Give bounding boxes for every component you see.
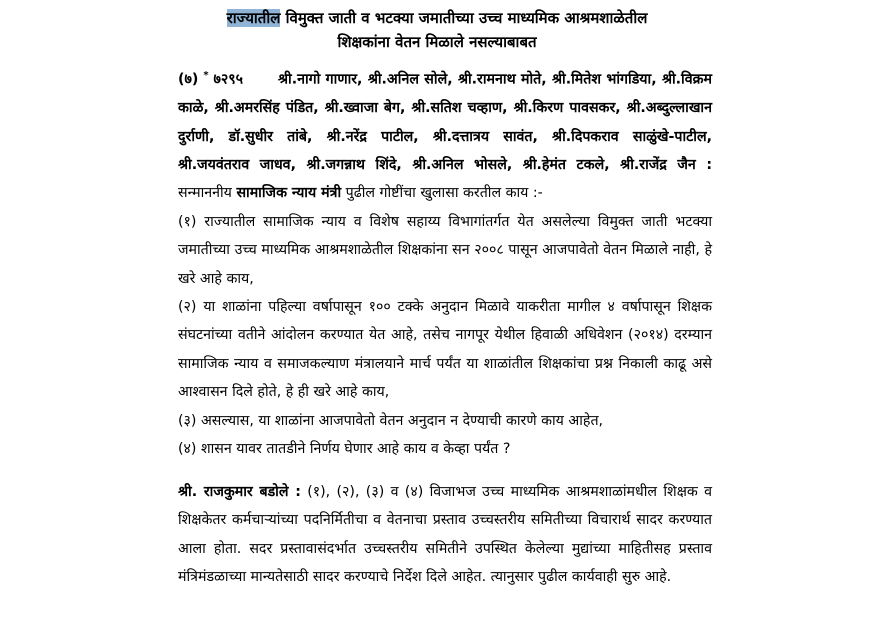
highlighted-word[interactable]: राज्यातील (226, 9, 281, 27)
question-part-3: (३) असल्यास, या शाळांना आजपावेतो वेतन अनुदान न देण्याची कारणे काय आहेत, (178, 412, 604, 429)
question-number: (७) (178, 71, 199, 88)
question-part-2: (२) या शाळांना पहिल्या वर्षापासून १०० टक्के अनुदान मिळावे याकरीता मागील ४ वर्षापासून शिक्षक संघटनांच्या वतीने आंदोलन करण्यात येत आहे, तसेच नागपूर येथील हिवाळी अधिवेशन (२०१४) दरम्यान सामाजिक न्याय व समाजकल्याण मंत्रालयाने मार्च पर्यंत या शाळांतील शिक्षकांचा प्रश्न निकाली काढू असे आश्वासन दिले होते, हे ही खरे आहे काय, (178, 298, 712, 401)
question-id: ७२९५ (213, 71, 244, 88)
question-header (178, 62, 712, 208)
answer-speaker: श्री. राजकुमार बडोले : (178, 484, 301, 500)
addressee-suffix: पुढील गोष्टींचा खुलासा करतील काय :- (341, 185, 543, 202)
title-line1: विमुक्त जाती व भटक्या जमातीच्या उच्च माध्यमिक आश्रमशाळेतील (280, 9, 648, 27)
answer-block (178, 478, 712, 592)
answer-text: (१), (२), (३) व (४) विजाभज उच्च माध्यमिक आश्रमशाळांमधील शिक्षक व शिक्षकेतर कर्मचाऱ्यांच्या पदनिर्मितीचा व वेतनाचा प्रस्ताव उच्चस्तरीय समितीच्या विचारार्थ सादर करण्यात आला होता. सदर प्रस्तावासंदर्भात उच्चस्तरीय समितीने उपस्थित केलेल्या मुद्यांच्या माहितीसह प्रस्ताव मंत्रिमंडळाच्या मान्यतेसाठी सादर करण्याचे निर्देश दिले आहेत. त्यानुसार पुढील कार्यवाही सुरु आहे. (178, 484, 712, 586)
addressee-minister: सामाजिक न्याय मंत्री (236, 185, 342, 202)
question-part-4: (४) शासन यावर तातडीने निर्णय घेणार आहे काय व केव्हा पर्यंत ? (178, 441, 511, 458)
answer-paragraph (178, 478, 712, 592)
question-block (178, 62, 712, 463)
document-title (150, 6, 724, 54)
star-mark: * (203, 70, 209, 81)
member-list: श्री.नागो गाणार, श्री.अनिल सोले, श्री.रामनाथ मोते, श्री.मितेश भांगडिया, श्री.विक्रम काळे, श्री.अमरसिंह पंडित, श्री.ख्वाजा बेग, श्री.सतिश चव्हाण, श्री.किरण पावसकर, श्री.अब्दुल्लाखान दुर्राणी, डॉ.सुधीर तांबे, श्री.नरेंद्र पाटील, श्री.दत्तात्रय सावंत, श्री.दिपकराव साळुंखे-पाटील, श्री.जयवंतराव जाधव, श्री.जगन्नाथ शिंदे, श्री.अनिल भोसले, श्री.हेमंत टकले, श्री.राजेंद्र जैन : (178, 71, 713, 173)
title-line2: शिक्षकांना वेतन मिळाले नसल्याबाबत (337, 33, 537, 51)
question-part-1: (१) राज्यातील सामाजिक न्याय व विशेष सहाय्य विभागांतर्गत येत असलेल्या विमुक्त जाती भटक्या जमातीच्या उच्च माध्यमिक आश्रमशाळेतील शिक्षकांना सन २००८ पासून आजपावेतो वेतन मिळाले नाही, हे खरे आहे काय, (178, 213, 712, 287)
addressee-prefix: सन्माननीय (178, 185, 237, 202)
